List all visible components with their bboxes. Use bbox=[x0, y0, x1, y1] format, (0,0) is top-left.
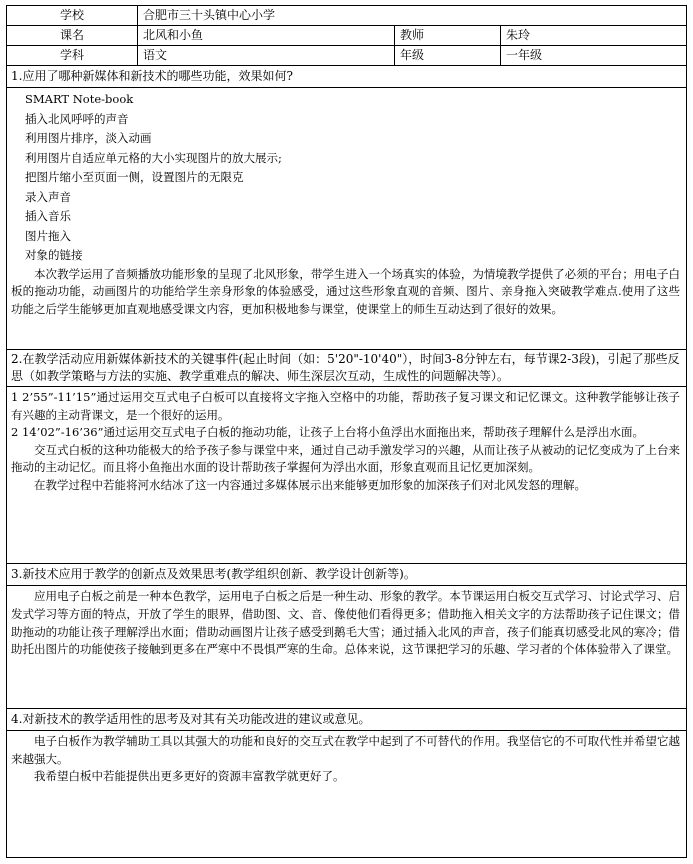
q1-item: 对象的链接 bbox=[25, 248, 83, 262]
question-1-answer bbox=[7, 88, 686, 350]
q3-body: 应用电子白板之前是一种本色教学，运用电子白板之后是一种生动、形象的教学。本节课运用白板交互式学习、讨论式学习、启发式学习等方面的特点，开放了学生的眼界，借助图、文、音、像使他们看得更多；借助拖入相关文字的方法帮助孩子记住课文；借助拖动的功能让孩子理解浮出水面；借助动画图片让孩子感受到鹅毛大雪；通过插入北风的声音，孩子们能真切感受北风的寒冷；借助托出图片的功能使孩子接触到更多在严寒中不畏惧严寒的生命。总体来说，这节课把学习的乐趣、学习者的个体体验带入了课堂。 bbox=[11, 589, 680, 657]
subject-label: 学科 bbox=[7, 46, 138, 65]
subject-value: 语文 bbox=[138, 46, 395, 65]
q1-item: 图片拖入 bbox=[25, 228, 71, 243]
course-label: 课名 bbox=[7, 26, 138, 45]
q1-item: 把图片缩小至页面一侧，设置图片的无限克 bbox=[25, 170, 244, 184]
header-row-subject bbox=[7, 46, 686, 66]
school-label: 学校 bbox=[7, 6, 138, 25]
teacher-label: 教师 bbox=[395, 26, 501, 45]
school-value: 合肥市三十头镇中心小学 bbox=[143, 8, 276, 22]
teacher-value: 朱玲 bbox=[506, 28, 531, 42]
q1-item: 录入声音 bbox=[25, 189, 71, 204]
q2-event-1: 1 2’55”-11’15”通过运用交互式电子白板可以直接将文字拖入空格中的功能，帮助孩子复习课文和记忆课文。这种教学能够让孩子有兴趣的主动背课文，是一个很好的运用。 bbox=[11, 390, 680, 422]
question-1-title: 1.应用了哪种新媒体和新技术的哪些功能，效果如何? bbox=[7, 66, 686, 88]
question-4-answer bbox=[7, 731, 686, 832]
q1-item: 插入音乐 bbox=[25, 209, 71, 223]
q4-para-2: 我希望白板中若能提供出更多更好的资源丰富教学就更好了。 bbox=[34, 769, 345, 783]
q2-reflection-2: 在教学过程中若能将河水结冰了这一内容通过多媒体展示出来能够更加形象的加深孩子们对北风发怒的理解。 bbox=[34, 477, 586, 492]
q2-reflection-1: 交互式白板的这种功能极大的给予孩子参与课堂中来，通过自己动手激发学习的兴趣，从而让孩子从被动的记忆变成为了上台来拖动的主动记忆。而且将小鱼拖出水面的设计帮助孩子掌握何为浮出水面，形象直观而且记忆更加深刻。 bbox=[11, 442, 680, 474]
q4-para-1: 电子白板作为教学辅助工具以其强大的功能和良好的交互式在教学中起到了不可替代的作用。我坚信它的不可取代性并希望它越来越强大。 bbox=[11, 734, 680, 766]
course-value: 北风和小鱼 bbox=[138, 26, 395, 45]
header-row-course bbox=[7, 26, 686, 46]
header-row-school bbox=[7, 6, 686, 26]
question-3-title: 3.新技术应用于教学的创新点及效果思考(教学组织创新、教学设计创新等)。 bbox=[7, 564, 686, 586]
grade-label: 年级 bbox=[395, 46, 501, 65]
q1-item: SMART Note-book bbox=[25, 92, 134, 106]
question-2-title: 2.在教学活动应用新媒体新技术的关键事件(起止时间（如：5'20"-10'40"），时间3-8分钟左右，每节课2-3段)，引起了那些反思（如教学策略与方法的实施、教学重难点的解决、师生深层次互动，生成性的问题解决等）。 bbox=[7, 350, 686, 387]
q1-summary: 本次教学运用了音频播放功能形象的呈现了北风形象，带学生进入一个场真实的体验，为情境教学提供了必须的平台；用电子白板的拖动功能，动画图片的功能给学生亲身形象的体验感受，通过这些形象直观的音频、图片、亲身拖入突破教学难点.使用了这些功能之后学生能够更加直观地感受课文内容，更加积极地参与课堂，使课堂上的师生互动达到了很好的效果。 bbox=[11, 266, 680, 316]
lesson-report-form bbox=[6, 5, 687, 858]
question-4-title: 4.对新技术的教学适用性的思考及对其有关功能改进的建议或意见。 bbox=[7, 709, 686, 731]
question-2-answer bbox=[7, 387, 686, 564]
question-3-answer bbox=[7, 586, 686, 709]
q1-item: 利用图片自适应单元格的大小实现图片的放大展示; bbox=[25, 150, 282, 165]
q1-item: 利用图片排序，淡入动画 bbox=[25, 131, 152, 145]
q1-item: 插入北风呼呼的声音 bbox=[25, 111, 129, 126]
q2-event-2: 2 14’02”-16’36”通过运用交互式电子白板的拖动功能，让孩子上台将小鱼浮出水面拖出来，帮助孩子理解什么是浮出水面。 bbox=[11, 425, 644, 439]
grade-value: 一年级 bbox=[506, 48, 543, 62]
